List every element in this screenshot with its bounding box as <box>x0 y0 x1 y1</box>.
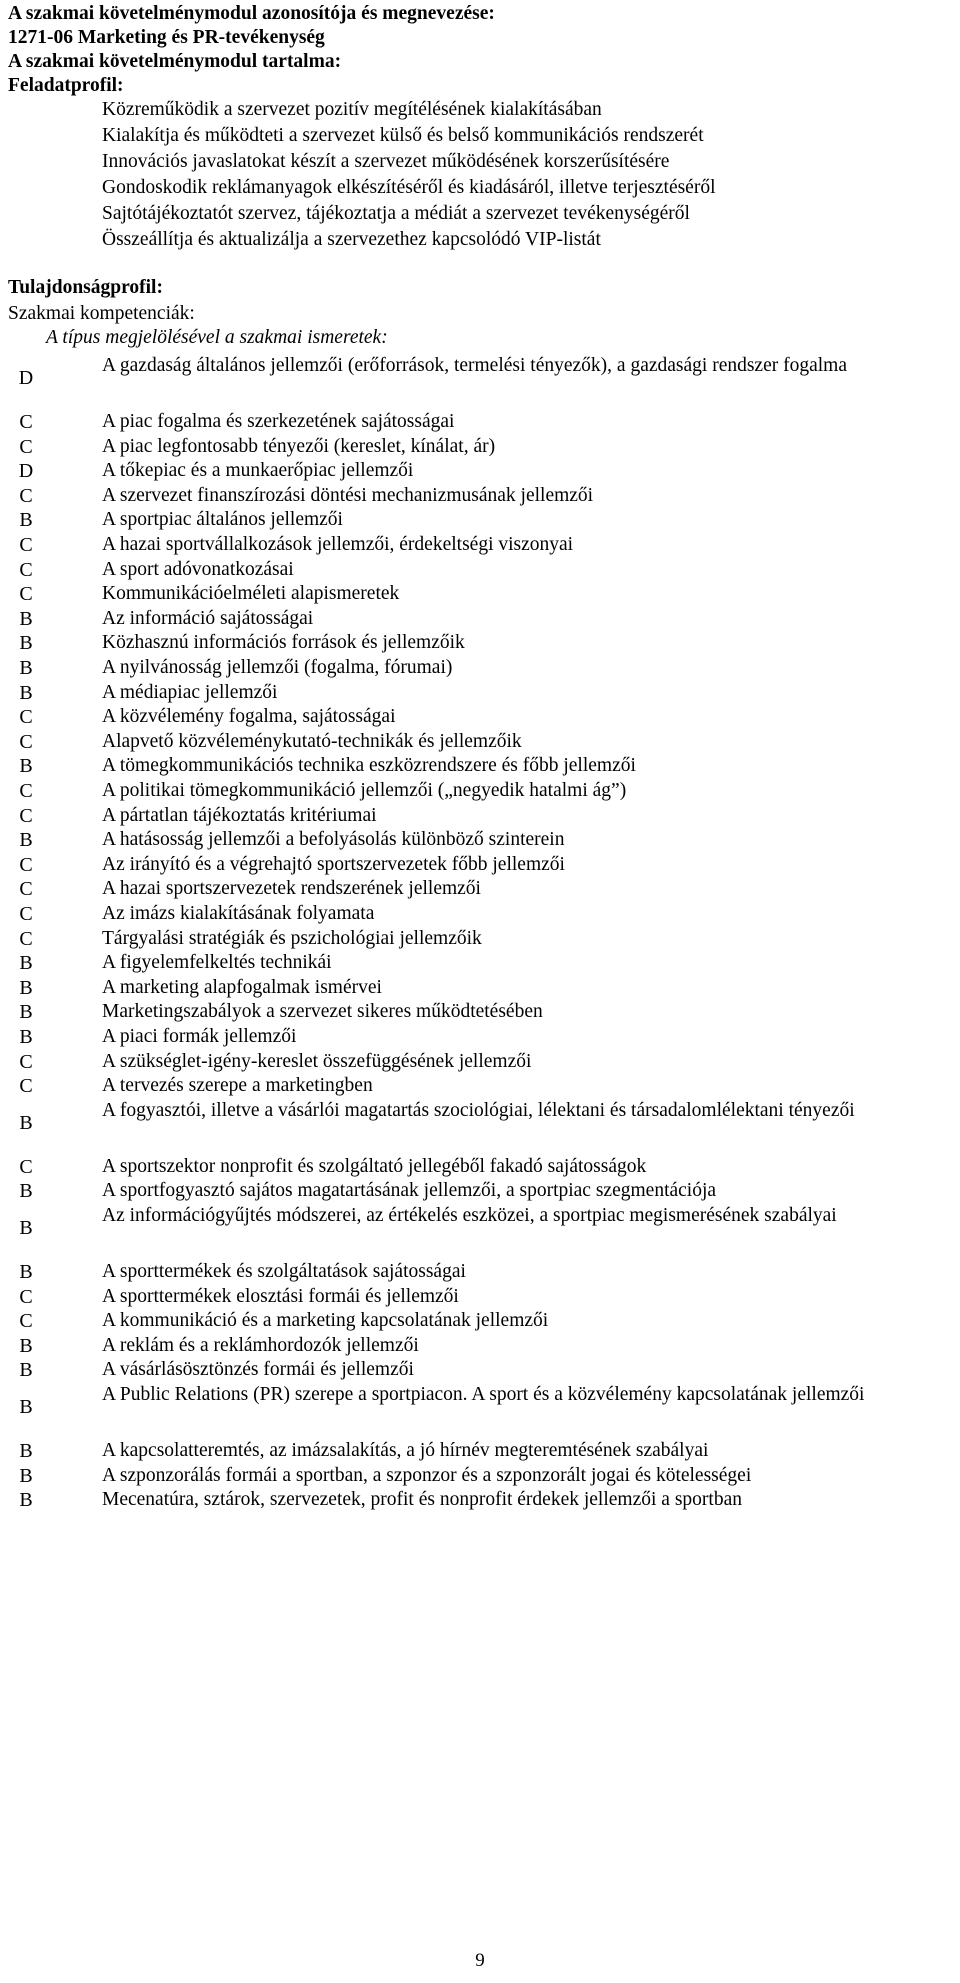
page-number: 9 <box>475 1950 485 1971</box>
competence-item <box>0 1095 960 1151</box>
competence-text: Alapvető közvéleménykutató-technikák és jellemzőik <box>102 730 522 752</box>
competence-text: A Public Relations (PR) szerepe a sportpiacon. A sport és a közvélemény kapcsolatának jellemzői <box>102 1384 865 1405</box>
competence-type-code: B <box>19 1217 33 1239</box>
competence-type-code: B <box>19 1261 33 1283</box>
competence-type-code: B <box>19 607 33 630</box>
competence-text: A vásárlásösztönzés formái és jellemzői <box>102 1359 414 1381</box>
competence-type-code: C <box>19 903 33 925</box>
competence-text: Az információgyűjtés módszerei, az értékelés eszközei, a sportpiac megismerésének szabályai <box>102 1205 837 1226</box>
task-item: Innovációs javaslatokat készít a szervezet működésének korszerűsítésére <box>102 151 670 172</box>
competence-type-code: D <box>18 367 34 389</box>
competence-type-code: B <box>19 657 33 679</box>
module-name: 1271-06 Marketing és PR-tevékenység <box>8 27 325 48</box>
competence-text: A kapcsolatteremtés, az imázsalakítás, a jó hírnév megteremtésének szabályai <box>102 1440 709 1461</box>
competence-type-code: C <box>19 706 33 729</box>
competence-type-code: B <box>19 1180 33 1203</box>
competence-type-code: C <box>19 1155 33 1178</box>
competence-type-code: C <box>19 730 33 753</box>
competence-type-code: C <box>19 435 33 458</box>
competence-type-code: C <box>19 1050 33 1073</box>
competence-type-code: C <box>19 1075 33 1098</box>
competence-text: A tömegkommunikációs technika eszközrendszere és főbb jellemzői <box>102 755 636 777</box>
competence-text: Az irányító és a végrehajtó sportszervezetek főbb jellemzői <box>102 853 565 875</box>
competence-type-code: B <box>19 509 33 532</box>
competence-text: A reklám és a reklámhordozók jellemzői <box>102 1334 419 1356</box>
competence-text: A sport adóvonatkozásai <box>102 558 294 580</box>
competence-text: A figyelemfelkeltés technikái <box>102 952 332 974</box>
competence-type-code: B <box>19 1359 33 1382</box>
competence-type-code: C <box>19 1285 33 1308</box>
competence-text: A nyilvánosság jellemzői (fogalma, fórumai) <box>102 657 453 678</box>
competence-text: Az imázs kialakításának folyamata <box>102 903 375 924</box>
competence-type-code: B <box>19 1001 33 1024</box>
competence-type-code: C <box>19 411 33 433</box>
competence-subheading: Szakmai kompetenciák: <box>8 303 195 324</box>
task-item: Kialakítja és működteti a szervezet külső és belső kommunikációs rendszerét <box>102 125 704 146</box>
competence-type-code: D <box>18 460 34 483</box>
competence-text: A fogyasztói, illetve a vásárlói magatartás szociológiai, lélektani és társadalomlélektani tényezői <box>102 1099 855 1121</box>
competence-type-code: C <box>19 804 33 827</box>
competence-type-code: C <box>19 780 33 802</box>
competence-type-code: B <box>19 952 33 975</box>
competence-text: A marketing alapfogalmak ismérvei <box>102 976 382 998</box>
competence-text: Tárgyalási stratégiák és pszichológiai jellemzőik <box>102 927 482 949</box>
competence-type-code: B <box>19 755 33 778</box>
competence-text: A sportpiac általános jellemzői <box>102 509 343 531</box>
competence-text: A sporttermékek és szolgáltatások sajátosságai <box>102 1261 466 1282</box>
competence-text: A pártatlan tájékoztatás kritériumai <box>102 804 377 826</box>
competence-text: Kommunikációelméleti alapismeretek <box>102 583 400 605</box>
competence-type-code: B <box>19 1440 33 1462</box>
competence-item <box>0 1200 960 1256</box>
competence-type-code: B <box>19 1396 33 1418</box>
competence-text: A szükséglet-igény-kereslet összefüggésének jellemzői <box>102 1050 532 1072</box>
competence-type-code: B <box>19 829 33 852</box>
property-profile-heading: Tulajdonságprofil: <box>8 277 163 298</box>
competence-text: A kommunikáció és a marketing kapcsolatának jellemzői <box>102 1310 549 1332</box>
competence-text: A gazdaság általános jellemzői (erőforrások, termelési tényezők), a gazdasági rendszer fogalma <box>102 355 847 376</box>
competence-text: Marketingszabályok a szervezet sikeres működtetésében <box>102 1001 543 1023</box>
competence-text: A sportfogyasztó sajátos magatartásának jellemzői, a sportpiac szegmentációja <box>102 1180 717 1202</box>
competence-text: A tervezés szerepe a marketingben <box>102 1075 373 1097</box>
module-id-heading: A szakmai követelménymodul azonosítója és megnevezése: <box>8 3 495 24</box>
competence-type-code: B <box>19 681 33 704</box>
competence-type-code: B <box>19 1489 33 1512</box>
competence-text: A sportszektor nonprofit és szolgáltató jellegéből fakadó sajátosságok <box>102 1155 647 1177</box>
competence-type-code: B <box>19 1111 33 1134</box>
competence-type-code: C <box>19 878 33 901</box>
module-content-heading: A szakmai követelménymodul tartalma: <box>8 51 342 72</box>
task-item: Összeállítja és aktualizálja a szervezethez kapcsolódó VIP-listát <box>102 229 601 250</box>
competence-type-code: C <box>19 534 33 556</box>
competence-text: A politikai tömegkommunikáció jellemzői („negyedik hatalmi ág”) <box>102 780 627 801</box>
competence-type-code: C <box>19 484 33 507</box>
competence-type-code: B <box>19 632 33 655</box>
competence-type-code: C <box>19 853 33 876</box>
competence-text: A sporttermékek elosztási formái és jellemzői <box>102 1285 459 1307</box>
competence-text: A szervezet finanszírozási döntési mechanizmusának jellemzői <box>102 484 594 506</box>
competence-text: A piac legfontosabb tényezői (kereslet, kínálat, ár) <box>102 435 496 457</box>
competence-type-code: B <box>19 1026 33 1048</box>
competence-type-code: C <box>19 583 33 606</box>
competence-type-code: B <box>19 1464 33 1487</box>
competence-text: Az információ sajátosságai <box>102 607 314 629</box>
competence-text: Közhasznú információs források és jellemzőik <box>102 632 465 654</box>
competence-text: A hatásosság jellemzői a befolyásolás különböző szinterein <box>102 829 565 851</box>
task-item: Közreműködik a szervezet pozitív megítélésének kialakításában <box>102 99 602 120</box>
competence-text: A piac fogalma és szerkezetének sajátosságai <box>102 411 455 432</box>
competence-text: A hazai sportvállalkozások jellemzői, érdekeltségi viszonyai <box>102 534 574 555</box>
competence-type-code: B <box>19 976 33 999</box>
task-item: Gondoskodik reklámanyagok elkészítéséről és kiadásáról, illetve terjesztéséről <box>102 177 716 198</box>
type-note: A típus megjelölésével a szakmai ismeretek: <box>46 327 388 348</box>
competence-text: A tőkepiac és a munkaerőpiac jellemzői <box>102 460 414 482</box>
competence-type-code: C <box>19 927 33 950</box>
competence-text: A médiapiac jellemzői <box>102 681 278 703</box>
competence-text: A hazai sportszervezetek rendszerének jellemzői <box>102 878 481 900</box>
competence-item <box>0 1379 960 1435</box>
competence-type-code: C <box>19 558 33 581</box>
competence-item <box>0 350 960 406</box>
competence-type-code: C <box>19 1310 33 1333</box>
competence-text: Mecenatúra, sztárok, szervezetek, profit és nonprofit érdekek jellemzői a sportban <box>102 1489 742 1511</box>
competence-text: A piaci formák jellemzői <box>102 1026 297 1047</box>
task-item: Sajtótájékoztatót szervez, tájékoztatja a médiát a szervezet tevékenységéről <box>102 203 690 224</box>
competence-type-code: B <box>19 1334 33 1357</box>
competence-text: A közvélemény fogalma, sajátosságai <box>102 706 396 728</box>
competence-text: A szponzorálás formái a sportban, a szponzor és a szponzorált jogai és kötelességei <box>102 1464 752 1486</box>
competence-item <box>0 1484 960 1516</box>
task-profile-heading: Feladatprofil: <box>8 75 124 96</box>
